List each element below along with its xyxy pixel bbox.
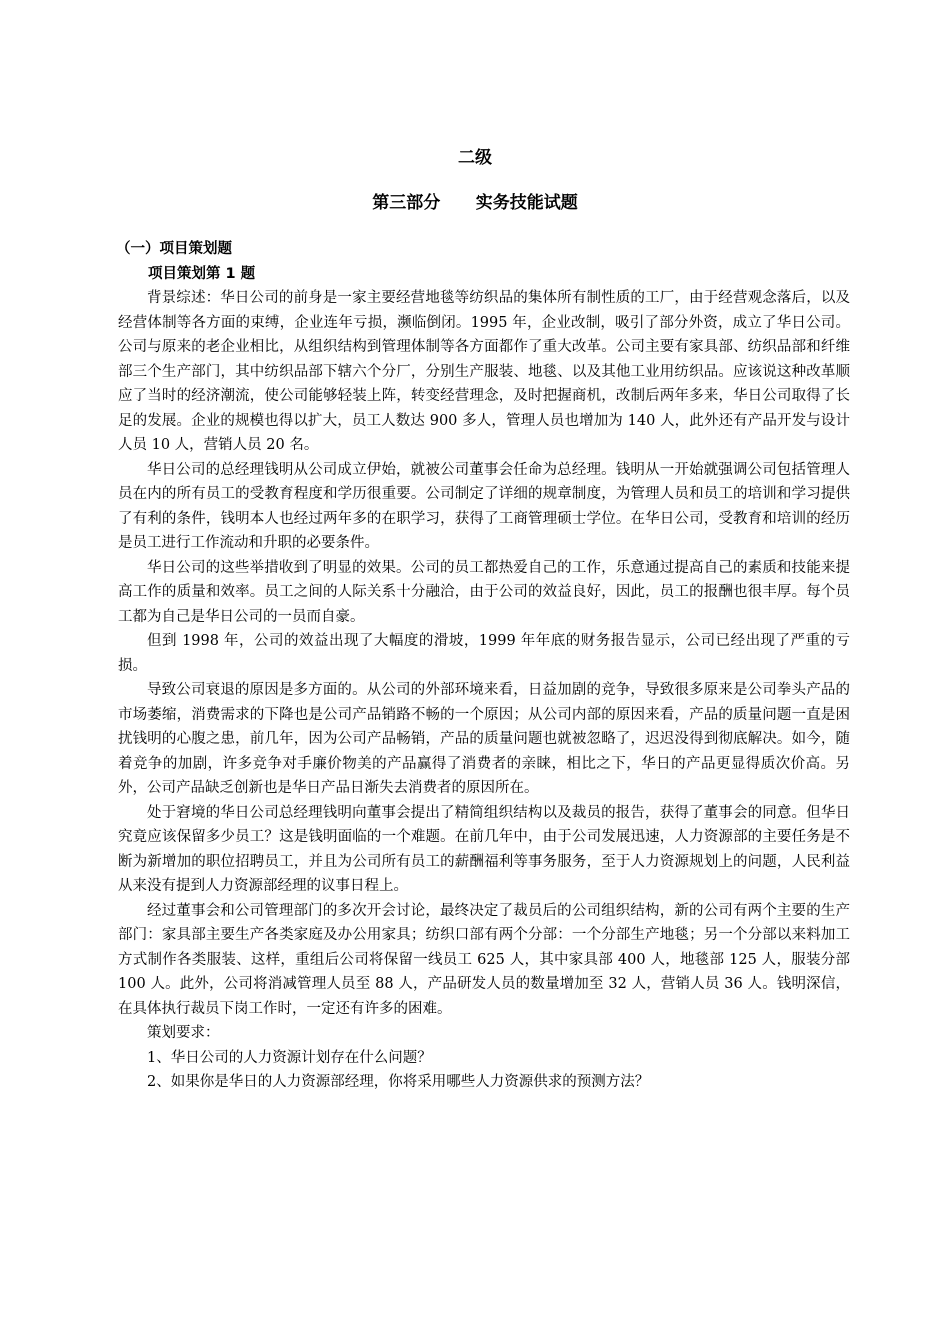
paragraph-decline: 但到 1998 年，公司的效益出现了大幅度的滑坡，1999 年年底的财务报告显示，公司已经出现了严重的亏损。 — [118, 633, 850, 674]
paragraph-restructuring: 经过董事会和公司管理部门的多次开会讨论，最终决定了裁员后的公司组织结构，新的公司有两个主要的生产部门：家具部主要生产各类家庭及办公用家具；纺织口部有两个分部：一个分部生产地毯；另一个分部以来料加工方式制作各类服装、这样，重组后公司将保留一线员工 625 人，其中家具部 400 人，地毯部 125 人，服装分部 100 人。此外，公司将消减管理人员至 88 人，产品研发人员的数量增加至 32 人，营销人员 36 人。钱明深信，在具体执行裁员下岗工作时，一定还有许多的困难。 — [118, 902, 850, 1017]
paragraph-effects: 华日公司的这些举措收到了明显的效果。公司的员工都热爱自己的工作，乐意通过提高自己的素质和技能来提高工作的质量和效率。员工之间的人际关系十分融洽，由于公司的效益良好，因此，员工的报酬也很丰厚。每个员工都为自己是华日公司的一员而自豪。 — [118, 559, 850, 625]
part-title: 第三部分 实务技能试题 — [372, 193, 578, 213]
exam-level-title: 二级 — [458, 148, 492, 168]
paragraph-causes: 导致公司衰退的原因是多方面的。从公司的外部环境来看，日益加剧的竞争，导致很多原来是公司拳头产品的市场萎缩，消费需求的下降也是公司产品销路不畅的一个原因；从公司内部的原因来看，产品的质量问题一直是困扰钱明的心腹之患，前几年，因为公司产品畅销，产品的质量问题也就被忽略了，迟迟没得到彻底解决。如今，随着竞争的加剧，许多竞争对手廉价物美的产品赢得了消费者的亲睐，相比之下，华日的产品更显得质次价高。另外，公司产品缺乏创新也是华日产品日渐失去消费者的原因所在。 — [118, 682, 850, 796]
requirements-label: 策划要求： — [147, 1025, 220, 1041]
section-heading: （一）项目策划题 — [116, 241, 232, 257]
requirement-item: 1、华日公司的人力资源计划存在什么问题？ — [147, 1049, 432, 1066]
paragraph-background: 背景综述：华日公司的前身是一家主要经营地毯等纺织品的集体所有制性质的工厂，由于经营观念落后，以及经营体制等各方面的束缚，企业连年亏损，濒临倒闭。1995 年，企业改制，吸引了部分外资，成立了华日公司。公司与原来的老企业相比，从组织结构到管理体制等各方面都作了重大改革。公司主要有家具部、纺织品部和纤维部三个生产部门，其中纺织品部下辖六个分厂，分别生产服装、地毯、以及其他工业用纺织品。应该说这种改革顺应了当时的经济潮流，使公司能够轻装上阵，转变经营理念，及时把握商机，改制后两年多来，华日公司取得了长足的发展。企业的规模也得以扩大，员工人数达 900 多人，管理人员也增加为 140 人，此外还有产品开发与设计人员 10 人，营销人员 20 名。 — [118, 290, 850, 453]
paragraph-general-manager: 华日公司的总经理钱明从公司成立伊始，就被公司董事会任命为总经理。钱明从一开始就强调公司包括管理人员在内的所有员工的受教育程度和学历很重要。公司制定了详细的规章制度，为管理人员和员工的培训和学习提供了有利的条件，钱明本人也经过两年多的在职学习，获得了工商管理硕士学位。在华日公司，受教育和培训的经历是员工进行工作流动和升职的必要条件。 — [118, 461, 850, 551]
requirement-item: 2、如果你是华日的人力资源部经理，你将采用哪些人力资源供求的预测方法？ — [147, 1074, 650, 1090]
paragraph-layoff-report: 处于窘境的华日公司总经理钱明向董事会提出了精简组织结构以及裁员的报告，获得了董事会的同意。但华日究竟应该保留多少员工？这是钱明面临的一个难题。在前几年中，由于公司发展迅速，人力资源部的主要任务是不断为新增加的职位招聘员工，并且为公司所有员工的薪酬福利等事务服务，至于人力资源规划上的问题，人民利益从来没有提到人力资源部经理的议事日程上。 — [118, 804, 850, 894]
question-title: 项目策划第 1 题 — [148, 266, 256, 282]
question-body — [118, 286, 850, 1095]
